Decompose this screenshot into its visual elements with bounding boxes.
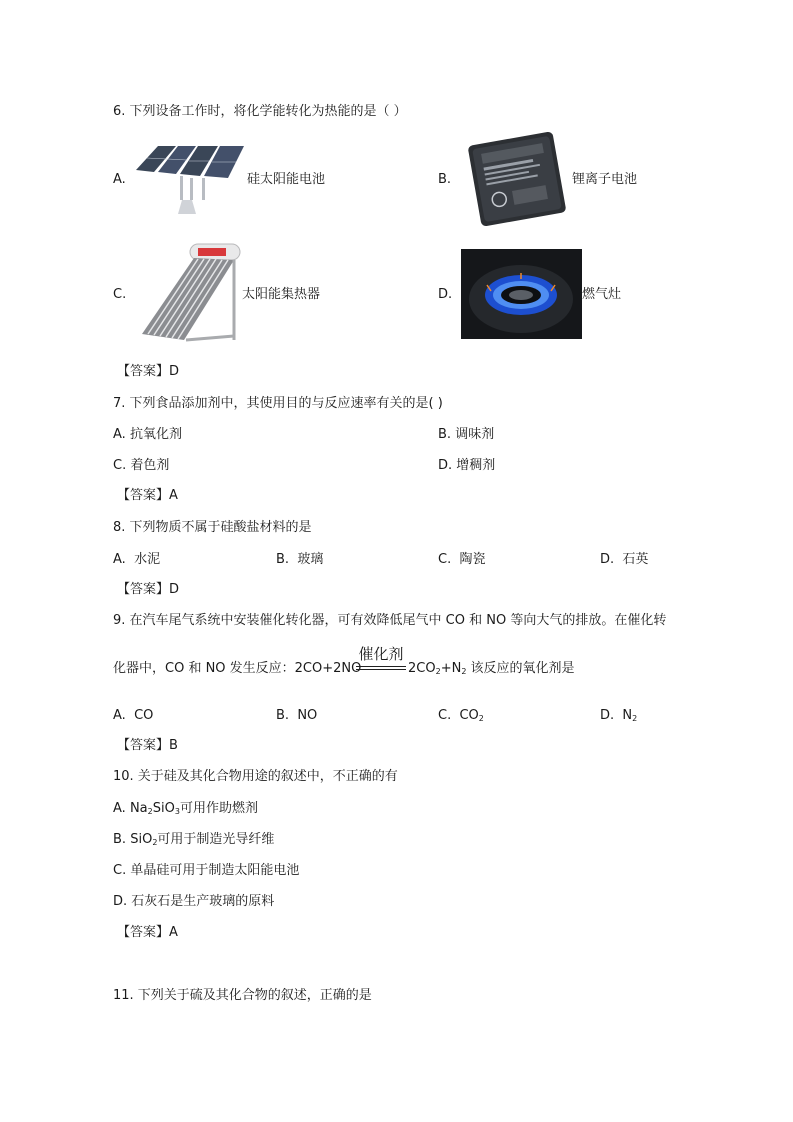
answer-value: B xyxy=(169,738,178,753)
subscript: 2 xyxy=(152,838,158,847)
option-text: CO xyxy=(459,708,479,723)
solar-panel-image xyxy=(132,142,248,218)
equals-line-bottom xyxy=(356,669,406,670)
answer-value: A xyxy=(169,488,178,503)
option-text: 石英 xyxy=(622,552,649,567)
option-text: 着色剂 xyxy=(130,458,170,473)
option-text: 水泥 xyxy=(134,552,161,567)
answer-value: A xyxy=(169,925,178,940)
q8-stem: 8. 下列物质不属于硅酸盐材料的是 xyxy=(113,520,312,535)
option-letter: A. xyxy=(113,708,126,723)
option-text: 可用于制造光导纤维 xyxy=(157,832,275,847)
lithium-battery-image xyxy=(462,128,572,230)
subscript: 2 xyxy=(632,714,638,723)
option-text: 单晶硅可用于制造太阳能电池 xyxy=(130,863,300,878)
option-text: 抗氧化剂 xyxy=(129,427,182,442)
answer-label: 【答案】 xyxy=(117,582,170,597)
q6-option-c-text: 太阳能集热器 xyxy=(242,287,321,302)
q6-option-d-letter: D. xyxy=(438,287,453,302)
q9-stem-line1: 9. 在汽车尾气系统中安装催化转化器，可有效降低尾气中 CO 和 NO 等向大气的排放。在催化转 xyxy=(113,613,667,628)
subscript: 2 xyxy=(147,807,153,816)
option-text: 陶瓷 xyxy=(459,552,486,567)
q6-option-b-text: 锂离子电池 xyxy=(572,172,638,187)
q7-answer xyxy=(117,487,178,505)
q6-option-d-text: 燃气灶 xyxy=(582,287,622,302)
q7-option-b xyxy=(438,426,494,444)
q8-option-b xyxy=(276,551,323,569)
q10-answer xyxy=(117,924,178,942)
option-letter: A. xyxy=(113,552,126,567)
answer-label: 【答案】 xyxy=(117,925,170,940)
q10-stem: 10. 关于硅及其化合物用途的叙述中，不正确的有 xyxy=(113,769,398,784)
q10-option-b xyxy=(113,831,274,849)
q6-stem: 6. 下列设备工作时，将化学能转化为热能的是（ ） xyxy=(113,104,407,119)
q10-option-c xyxy=(113,862,299,880)
option-letter: C. xyxy=(438,708,452,723)
q9-answer xyxy=(117,737,178,755)
q7-option-c xyxy=(113,457,169,475)
option-letter: D. xyxy=(600,552,615,567)
option-text: NO xyxy=(297,708,318,723)
q6-answer xyxy=(117,363,179,381)
gas-stove-image xyxy=(461,249,582,339)
option-letter: C. xyxy=(113,458,127,473)
option-text: CO xyxy=(134,708,154,723)
option-text: N xyxy=(622,708,633,723)
q7-option-a xyxy=(113,426,182,444)
option-letter: B. xyxy=(113,832,127,847)
option-text: 玻璃 xyxy=(297,552,324,567)
answer-label: 【答案】 xyxy=(117,488,170,503)
q6-option-a-text: 硅太阳能电池 xyxy=(247,172,326,187)
option-letter: C. xyxy=(438,552,452,567)
q9-option-b xyxy=(276,707,317,725)
catalyst-label: 催化剂 xyxy=(358,645,404,663)
formula-part: Na xyxy=(129,801,148,816)
answer-label: 【答案】 xyxy=(117,364,170,379)
q9-stem-line2-pre: 化器中，CO 和 NO 发生反应：2CO+2NO xyxy=(113,661,362,676)
option-letter: B. xyxy=(276,708,290,723)
subscript: 3 xyxy=(174,807,180,816)
q8-option-d xyxy=(600,551,648,569)
answer-value: D xyxy=(169,582,180,597)
q6-option-c-letter: C. xyxy=(113,287,127,302)
q8-option-c xyxy=(438,551,486,569)
product-n2: +N xyxy=(440,661,462,676)
q8-answer xyxy=(117,581,179,599)
subscript: 2 xyxy=(435,667,441,676)
q9-stem-line2-post: 该反应的氧化剂是 xyxy=(466,661,575,676)
formula-part: SiO xyxy=(130,832,153,847)
option-letter: A. xyxy=(113,801,126,816)
option-letter: A. xyxy=(113,427,126,442)
subscript: 2 xyxy=(461,667,467,676)
q7-option-d xyxy=(438,457,495,475)
option-text: 石灰石是生产玻璃的原料 xyxy=(131,894,275,909)
option-letter: B. xyxy=(438,427,452,442)
option-text: 调味剂 xyxy=(455,427,495,442)
q9-products xyxy=(408,660,575,678)
q9-reaction-arrow xyxy=(356,645,406,675)
q11-stem: 11. 下列关于硫及其化合物的叙述，正确的是 xyxy=(113,988,372,1003)
option-letter: D. xyxy=(600,708,615,723)
q6-option-b-letter: B. xyxy=(438,172,452,187)
q6-option-a-letter: A. xyxy=(113,172,126,187)
product-co2: 2CO xyxy=(408,661,436,676)
option-letter: D. xyxy=(438,458,453,473)
option-letter: B. xyxy=(276,552,290,567)
option-text: 增稠剂 xyxy=(456,458,496,473)
option-letter: D. xyxy=(113,894,128,909)
q10-option-a xyxy=(113,800,258,818)
option-letter: C. xyxy=(113,863,127,878)
q9-option-d xyxy=(600,707,637,725)
q9-option-c xyxy=(438,707,484,725)
subscript: 2 xyxy=(478,714,484,723)
q9-option-a xyxy=(113,707,153,725)
formula-part: SiO xyxy=(152,801,175,816)
q8-option-a xyxy=(113,551,160,569)
solar-water-heater-image xyxy=(134,240,244,346)
option-text: 可用作助燃剂 xyxy=(179,801,258,816)
answer-label: 【答案】 xyxy=(117,738,170,753)
equals-line-top xyxy=(356,666,406,667)
answer-value: D xyxy=(169,364,180,379)
q10-option-d xyxy=(113,893,274,911)
q7-stem: 7. 下列食品添加剂中，其使用目的与反应速率有关的是( ) xyxy=(113,396,443,411)
